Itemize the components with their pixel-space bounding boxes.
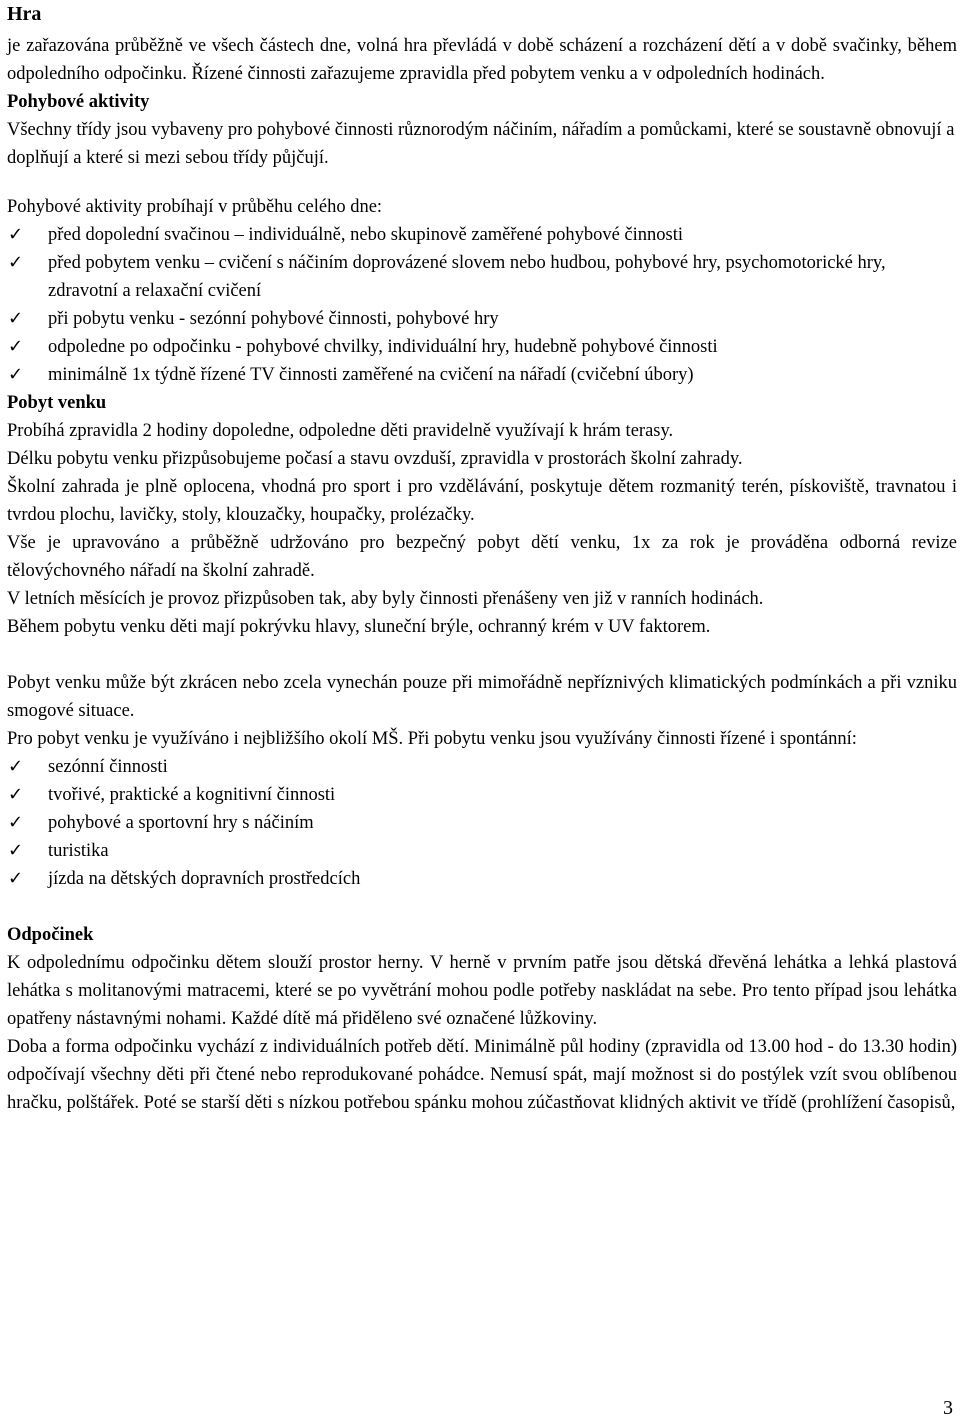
list-item: ✓ minimálně 1x týdně řízené TV činnosti zaměřené na cvičení na nářadí (cvičební úbory) xyxy=(7,361,957,389)
list-item: ✓ jízda na dětských dopravních prostředcích xyxy=(7,865,957,893)
check-icon: ✓ xyxy=(8,364,24,385)
pobyt-p6: Během pobytu venku děti mají pokrývku hlavy, sluneční brýle, ochranný krém v UV faktorem. xyxy=(7,617,711,637)
section-title-pobyt: Pobyt venku xyxy=(7,393,107,413)
list-item: ✓ při pobytu venku - sezónní pohybové činnosti, pohybové hry xyxy=(7,305,957,333)
pobyt-p7: Pobyt venku může být zkrácen nebo zcela vynechán pouze při mimořádně nepříznivých klimatických podmínkách a při vzniku smogové situace. xyxy=(7,673,957,721)
check-icon: ✓ xyxy=(8,784,24,805)
check-icon: ✓ xyxy=(8,756,24,777)
check-icon: ✓ xyxy=(8,336,24,357)
document-page xyxy=(7,0,957,1117)
pohybove-intro: Pohybové aktivity probíhají v průběhu celého dne: xyxy=(7,197,383,217)
list-item: ✓ před dopolední svačinou – individuálně, nebo skupinově zaměřené pohybové činnosti xyxy=(7,221,957,249)
pobyt-p1: Probíhá zpravidla 2 hodiny dopoledne, odpoledne děti pravidelně využívají k hrám terasy. xyxy=(7,421,674,441)
check-icon: ✓ xyxy=(8,840,24,861)
pobyt-list xyxy=(7,753,957,893)
pobyt-p4: Vše je upravováno a průběžně udržováno pro bezpečný pobyt dětí venku, 1x za rok je prováděna odborná revize tělovýchovného nářadí na školní zahradě. xyxy=(7,533,957,581)
list-item: ✓ tvořivé, praktické a kognitivní činnosti xyxy=(7,781,957,809)
section-title-pohybove: Pohybové aktivity xyxy=(7,92,150,112)
check-icon: ✓ xyxy=(8,812,24,833)
pobyt-p3: Školní zahrada je plně oplocena, vhodná pro sport i pro vzdělávání, poskytuje dětem rozmanitý terén, pískoviště, travnatou i tvrdou plochu, lavičky, stoly, klouzačky, houpačky, prolézačky. xyxy=(7,477,957,525)
section-title-hra: Hra xyxy=(7,3,42,25)
odpocinek-p2: Doba a forma odpočinku vychází z individuálních potřeb dětí. Minimálně půl hodiny (zpravidla od 13.00 hod - do 13.30 hodin) odpočívají všechny děti při čtené nebo reprodukované pohádce. Nemusí spát, mají možnost si do postýlek vzít svou oblíbenou hračku, polštářek. Poté se starší děti s nízkou potřebou spánku mohou zúčastňovat klidných aktivit ve třídě (prohlížení časopisů, xyxy=(7,1037,957,1113)
pohybove-list xyxy=(7,221,957,389)
pobyt-p2: Délku pobytu venku přizpůsobujeme počasí a stavu ovzduší, zpravidla v prostorách školní zahrady. xyxy=(7,449,743,469)
list-item: ✓ sezónní činnosti xyxy=(7,753,957,781)
list-item: ✓ turistika xyxy=(7,837,957,865)
list-item: ✓ odpoledne po odpočinku - pohybové chvilky, individuální hry, hudebně pohybové činnosti xyxy=(7,333,957,361)
page-number: 3 xyxy=(943,1397,953,1419)
check-icon: ✓ xyxy=(8,868,24,889)
pobyt-p8: Pro pobyt venku je využíváno i nejbližšího okolí MŠ. Při pobytu venku jsou využívány činnosti řízené i spontánní: xyxy=(7,729,857,749)
pohybove-text: Všechny třídy jsou vybaveny pro pohybové činnosti různorodým náčiním, nářadím a pomůckami, které se soustavně obnovují a doplňují a které si mezi sebou třídy půjčují. xyxy=(7,120,955,168)
check-icon: ✓ xyxy=(8,252,24,273)
list-item: ✓ pohybové a sportovní hry s náčiním xyxy=(7,809,957,837)
odpocinek-p1: K odpolednímu odpočinku dětem slouží prostor herny. V herně v prvním patře jsou dětská dřevěná lehátka a lehká plastová lehátka s molitanovými matracemi, které se po vyvětrání mohou podle potřeby naskládat na sebe. Pro tento případ jsou lehátka opatřeny nástavnými nohami. Každé dítě má přiděleno své označené lůžkoviny. xyxy=(7,953,957,1029)
pobyt-p5: V letních měsících je provoz přizpůsoben tak, aby byly činnosti přenášeny ven již v ranních hodinách. xyxy=(7,589,764,609)
check-icon: ✓ xyxy=(8,224,24,245)
section-title-odpocinek: Odpočinek xyxy=(7,925,94,945)
check-icon: ✓ xyxy=(8,308,24,329)
list-item: ✓ před pobytem venku – cvičení s náčiním doprovázené slovem nebo hudbou, pohybové hry, psychomotorické hry, zdravotní a relaxační cvičení xyxy=(7,249,957,305)
hra-text: je zařazována průběžně ve všech částech dne, volná hra převládá v době scházení a rozcházení dětí a v době svačinky, během odpoledního odpočinku. Řízené činnosti zařazujeme zpravidla před pobytem venku a v odpoledních hodinách. xyxy=(7,36,957,84)
